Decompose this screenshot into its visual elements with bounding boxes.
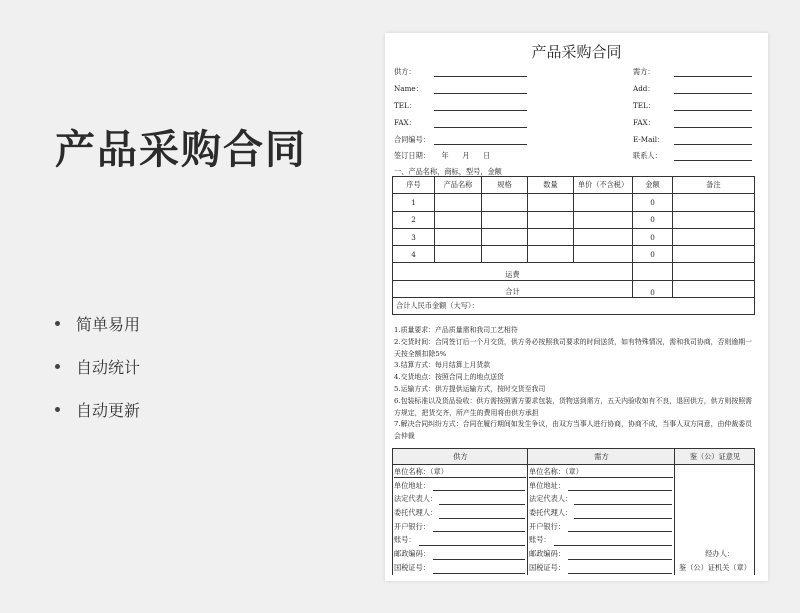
total-amount: 0 (633, 280, 673, 297)
cell[interactable] (574, 246, 633, 263)
term-item: 5.运输方式：供方提供运输方式，按时交货至我司 (394, 384, 546, 393)
supplier-field: 法定代表人： (393, 492, 528, 506)
term-item: 1.质量要求：产品质量需和我司工艺相符 (394, 326, 518, 334)
cell[interactable] (435, 194, 482, 211)
feature-item (55, 396, 140, 439)
contact-line (674, 160, 752, 161)
document-title: 产品采购合同 (531, 43, 622, 61)
contract-no-line (434, 144, 527, 145)
cell[interactable] (528, 194, 574, 211)
buyer-tel-line (674, 110, 752, 111)
buyer-field: 单位名称：（章） (528, 465, 675, 479)
contract-no-label: 合同编号： (394, 135, 430, 144)
term-item: 4.交货地点：按照合同上的地点送货 (394, 373, 504, 382)
cell[interactable] (673, 211, 755, 228)
supplier-field: 委托代理人： (393, 506, 528, 520)
cell[interactable] (482, 246, 528, 263)
cell[interactable] (482, 228, 528, 245)
contact-label: 联系人： (633, 151, 662, 160)
col-header: 规格 (482, 177, 528, 194)
buyer-field: 单位地址： (528, 479, 675, 493)
agent-label: 经办人： (675, 547, 755, 561)
col-header: 备注 (673, 177, 755, 194)
buyer-field: 开户银行： (528, 520, 675, 534)
name-label: Name： (394, 84, 423, 93)
authority-label: 鉴（公）证机关（章） (675, 561, 755, 575)
freight-row (393, 263, 755, 280)
cell[interactable] (435, 246, 482, 263)
email-line (674, 144, 752, 145)
row-amount: 0 (633, 194, 673, 211)
feature-list (55, 310, 140, 439)
cell[interactable] (673, 280, 755, 297)
supplier-field: 国税证号： (393, 561, 528, 575)
supplier-label: 供方： (394, 67, 416, 76)
name-line (434, 93, 527, 94)
row-amount: 0 (633, 246, 673, 263)
table-row (393, 194, 755, 211)
buyer-field: 委托代理人： (528, 506, 675, 520)
row-number: 4 (393, 246, 435, 263)
buyer-header: 需方 (528, 449, 675, 465)
cell[interactable] (574, 194, 633, 211)
term-item: 7.解决合同纠纷方式：合同在履行期间如发生争议，由双方当事人进行协商，协商不成，当事人双方同意，由仲裁委员会仲裁 (394, 420, 752, 441)
buyer-field: 邮政编码： (528, 547, 675, 561)
col-header: 金额 (633, 177, 673, 194)
term-item: 6.包装标准以及货品验收：供方需按照需方要求包装，货物送到需方，五天内验收如有不良，退回供方，供方则按照需方规定，把货交齐，所产生的费用将由供方承担 (394, 396, 752, 417)
cell[interactable] (435, 211, 482, 228)
bullet-icon (55, 321, 60, 326)
freight-label: 运费 (393, 263, 633, 280)
cell[interactable] (435, 228, 482, 245)
cell[interactable] (673, 228, 755, 245)
rmb-total-label: 合计人民币金额（大写）： (393, 298, 755, 315)
total-label: 合计 (393, 280, 633, 297)
cell[interactable] (482, 211, 528, 228)
cell[interactable] (673, 263, 755, 280)
tel-line (434, 110, 527, 111)
terms-list (394, 325, 756, 443)
row-amount: 0 (633, 228, 673, 245)
add-label: Add： (633, 84, 655, 93)
supplier-field: 邮政编码： (393, 547, 528, 561)
cell[interactable] (673, 246, 755, 263)
contract-document (385, 33, 768, 581)
goods-table (392, 176, 755, 315)
supplier-header: 供方 (393, 449, 528, 465)
cell[interactable] (482, 194, 528, 211)
notary-header: 鉴（公）证意见 (675, 449, 755, 465)
col-header: 数量 (528, 177, 574, 194)
table-row (393, 246, 755, 263)
cell[interactable] (528, 246, 574, 263)
buyer-field: 法定代表人： (528, 492, 675, 506)
section-1-heading: 一、产品名称，商标，型号，金额 (394, 167, 502, 176)
add-line (674, 93, 752, 94)
col-header: 序号 (393, 177, 435, 194)
total-row (393, 280, 755, 297)
table-row (393, 211, 755, 228)
buyer-line (674, 76, 752, 77)
cell[interactable] (673, 194, 755, 211)
col-header: 产品名称 (435, 177, 482, 194)
term-item: 2.交货时间：合同签订后一个月交货，供方务必按照我司要求的时间送货，如有特殊情况，需和我司协商，否则逾期一天按全额扣除5% (394, 337, 752, 358)
supplier-field: 开户银行： (393, 520, 528, 534)
cell[interactable] (574, 211, 633, 228)
row-amount: 0 (633, 211, 673, 228)
goods-header-row (393, 177, 755, 194)
row-number: 2 (393, 211, 435, 228)
bullet-icon (55, 364, 60, 369)
buyer-fax-label: FAX： (633, 118, 655, 127)
row-number: 3 (393, 228, 435, 245)
row-number: 1 (393, 194, 435, 211)
feature-label: 自动统计 (76, 358, 141, 377)
promo-title: 产品采购合同 (55, 127, 307, 173)
cell[interactable] (574, 228, 633, 245)
term-item: 3.结算方式：每月结算上月货款 (394, 361, 491, 370)
table-row (393, 228, 755, 245)
supplier-line (434, 76, 527, 77)
buyer-fax-line (674, 127, 752, 128)
feature-label: 自动更新 (76, 401, 141, 420)
signature-table (392, 448, 755, 575)
supplier-field: 账号： (393, 533, 528, 547)
supplier-field: 单位名称：（章） (393, 465, 528, 479)
notary-cell (675, 465, 755, 548)
tel-label: TEL： (394, 101, 417, 110)
buyer-tel-label: TEL： (633, 101, 656, 110)
rmb-row (393, 298, 755, 315)
feature-item (55, 310, 140, 353)
feature-item (55, 353, 140, 396)
buyer-field: 国税证号： (528, 561, 675, 575)
cell[interactable] (528, 228, 574, 245)
freight-amount[interactable] (633, 263, 673, 280)
buyer-label: 需方： (633, 67, 655, 76)
cell[interactable] (528, 211, 574, 228)
col-header: 单价（不含税） (574, 177, 633, 194)
fax-line (434, 127, 527, 128)
fax-label: FAX： (394, 118, 416, 127)
bullet-icon (55, 407, 60, 412)
sign-date-label: 签订日期： 年 月 日 (394, 151, 491, 160)
email-label: E-Mail： (633, 135, 665, 144)
feature-label: 简单易用 (76, 315, 141, 334)
supplier-field: 单位地址： (393, 479, 528, 493)
buyer-field: 账号： (528, 533, 675, 547)
